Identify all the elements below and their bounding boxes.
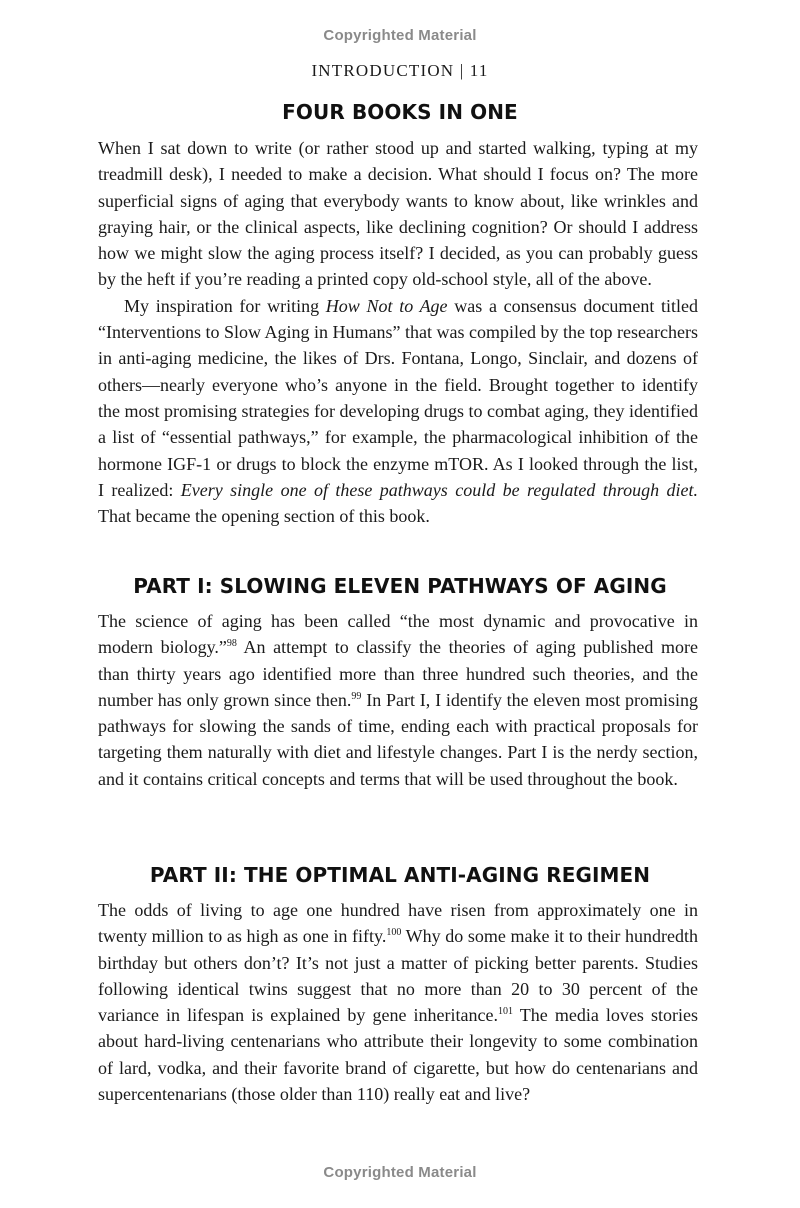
paragraph <box>98 293 698 530</box>
text-run: was a consensus document titled “Interventions to Slow Aging in Humans” that was compiled by the top researchers in anti-aging medicine, the likes of Drs. Fontana, Longo, Sinclair, and dozens of others—nearly everyone who’s anyone in the field. Brought together to identify the most promising strategies for developing drugs to combat aging, they identified a list of “essential pathways,” for example, the pharmacological inhibition of the hormone IGF-1 or drugs to block the enzyme mTOR. As I looked through the list, I realized: <box>98 295 699 500</box>
text-run: The odds of living to age one hundred have risen from approximately one in twenty million to as high as one in fifty. <box>98 900 698 947</box>
running-head: INTRODUCTION | 11 <box>311 61 489 80</box>
text-run: That became the opening section of this book. <box>98 506 430 527</box>
section-heading-part-two: PART II: THE OPTIMAL ANTI-AGING REGIMEN <box>149 863 651 887</box>
copyright-watermark-bottom: Copyrighted Material <box>323 1164 477 1181</box>
text-run: Why do some make it to their hundredth birthday but others don’t? It’s not just a matter of picking better parents. Studies following identical twins suggest that no more than 20 to 30 percent of the variance in lifespan is explained by gene inheritance. <box>98 926 698 1026</box>
emphasis-text: Every single one of these pathways could be regulated through diet. <box>180 479 698 500</box>
text-run: An attempt to classify the theories of aging published more than thirty years ago identified more than three hundred such theories, and the number has only grown since then. <box>98 637 698 710</box>
paragraph <box>98 608 698 792</box>
copyright-watermark-top: Copyrighted Material <box>323 27 477 44</box>
footnote-ref: 99 <box>351 690 362 702</box>
text-run: My inspiration for writing <box>124 295 326 316</box>
footnote-ref: 98 <box>226 638 237 650</box>
footnote-ref: 101 <box>498 1006 513 1018</box>
section-body-part-one <box>98 608 698 792</box>
text-run: The media loves stories about hard-living centenarians who attribute their longevity to some combination of lard, vodka, and their favorite brand of cigarette, but how do centenarians and supercentenarians (those older than 110) really eat and live? <box>98 1005 698 1105</box>
book-title: How Not to Age <box>325 295 448 316</box>
paragraph: When I sat down to write (or rather stood up and started walking, typing at my treadmill desk), I needed to make a decision. What should I focus on? The more superficial signs of aging that everybody wants to know about, like wrinkles and graying hair, or the clinical aspects, like declining cognition? Or should I address how we might slow the aging process itself? I decided, as you can probably guess by the heft if you’re reading a printed copy old-school style, all of the above. <box>98 138 698 290</box>
text-run: In Part I, I identify the eleven most promising pathways for slowing the sands of time, ending each with practical proposals for targeting them naturally with diet and lifestyle changes. Part I is the nerdy section, and it contains critical concepts and terms that will be used throughout the book. <box>98 689 698 789</box>
paragraph <box>98 897 698 1107</box>
text-run: The science of aging has been called “the most dynamic and provocative in modern biology.” <box>98 611 698 658</box>
section-heading-four-books: FOUR BOOKS IN ONE <box>282 100 518 124</box>
section-heading-part-one: PART I: SLOWING ELEVEN PATHWAYS OF AGING <box>133 574 667 598</box>
section-body-part-two <box>98 897 698 1107</box>
footnote-ref: 100 <box>386 927 402 939</box>
section-body-four-books <box>98 135 698 529</box>
